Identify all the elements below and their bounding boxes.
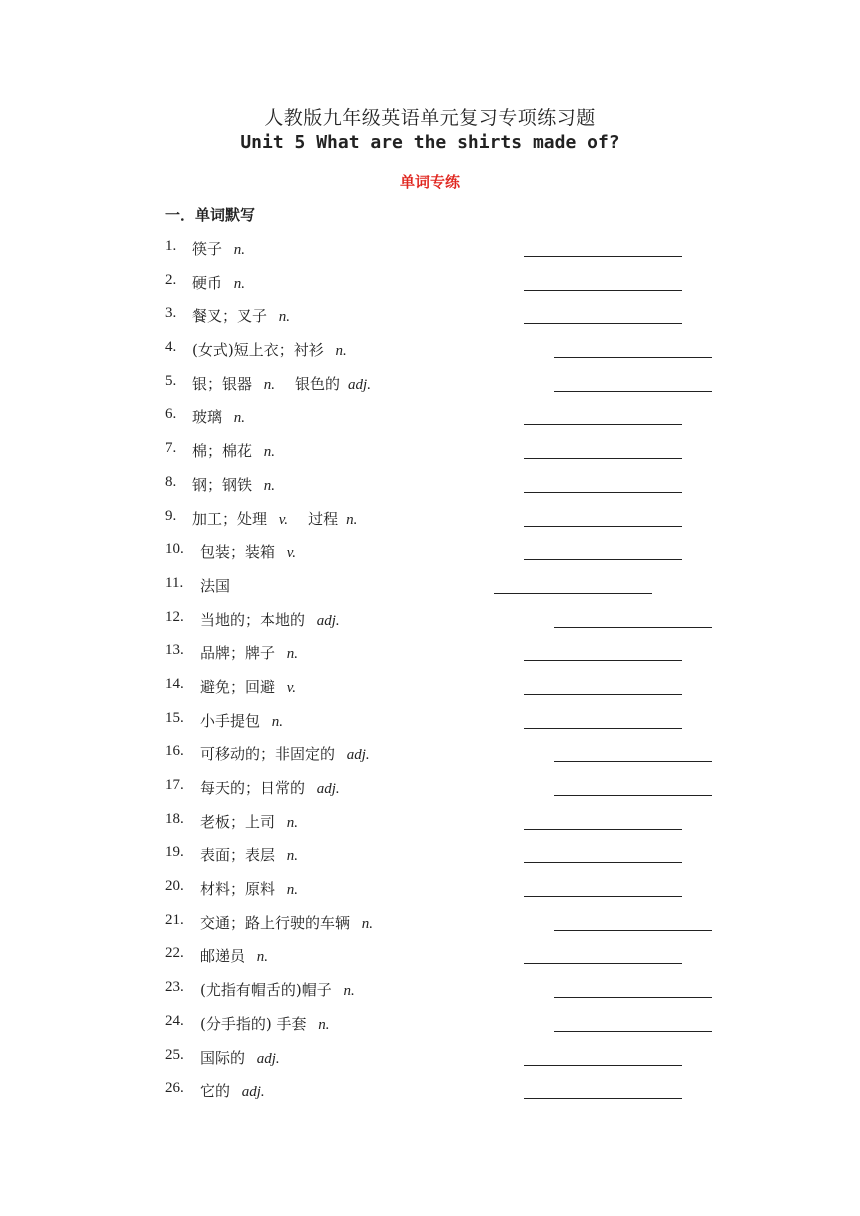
part-of-speech: adj. [313,612,340,629]
list-item [0,609,860,643]
item-text: 老板；上司 [200,812,276,831]
page-title-english: Unit 5 What are the shirts made of? [240,132,620,153]
item-number: 25. [165,1046,184,1063]
item-number: 3. [165,305,177,322]
item-text: 国际的 [200,1048,246,1067]
item-text: 它的 [200,1082,231,1101]
item-text: 棉；棉花 [192,442,253,461]
item-meaning [200,642,298,663]
item-text: (尤指有帽舌的)帽子 [200,981,332,1000]
item-text: 筷子 [192,240,223,258]
answer-blank[interactable] [524,1065,682,1066]
list-item [0,912,860,946]
answer-blank[interactable] [524,492,682,493]
part-of-speech: n. [260,376,276,393]
item-number: 12. [165,608,184,625]
answer-blank[interactable] [554,930,712,931]
item-text: (分手指的) 手套 [200,1014,307,1033]
item-meaning [200,811,298,832]
answer-blank[interactable] [524,694,682,695]
item-number: 10. [165,541,184,558]
part-of-speech: adj. [348,376,371,393]
list-item [0,474,860,508]
list-item [0,979,860,1013]
part-of-speech: v. [283,679,297,696]
item-text: 小手提包 [200,711,261,730]
answer-blank[interactable] [524,526,682,527]
list-item [0,272,860,306]
part-of-speech: n. [314,1016,330,1033]
answer-blank[interactable] [524,963,682,964]
item-text: 每天的；日常的 [200,779,306,797]
list-item [0,440,860,474]
item-text: 可移动的；非固定的 [200,745,336,764]
item-meaning [200,1047,280,1068]
item-meaning [200,1080,265,1101]
list-item [0,373,860,407]
answer-blank[interactable] [524,728,682,729]
answer-blank[interactable] [554,357,712,358]
answer-blank[interactable] [554,1031,712,1032]
list-item [0,541,860,575]
list-item [0,676,860,710]
answer-blank[interactable] [524,290,682,291]
part-of-speech: n. [283,848,299,865]
item-number: 19. [165,844,184,861]
item-meaning [200,575,230,596]
item-text: 餐叉；叉子 [192,307,268,326]
list-item [0,844,860,878]
part-of-speech: v. [275,511,289,528]
list-item [0,238,860,272]
list-item [0,945,860,979]
item-number: 23. [165,979,184,996]
part-of-speech: adj. [343,747,370,764]
item-text: 表面；表层 [200,846,276,865]
item-number: 1. [165,238,177,254]
list-item [0,878,860,912]
item-text: 当地的；本地的 [200,610,306,629]
answer-blank[interactable] [524,323,682,324]
item-text: 包装；装箱 [200,543,276,562]
item-text: 法国 [200,576,231,595]
list-item [0,777,860,811]
section-subtitle: 单词专练 [399,173,460,191]
item-number: 4. [165,339,177,356]
item-number: 22. [165,945,184,962]
answer-blank[interactable] [554,997,712,998]
answer-blank[interactable] [524,458,682,459]
part-of-speech: n. [253,949,269,966]
item-number: 14. [165,675,184,692]
item-meaning [192,272,245,293]
part-of-speech: n. [283,646,299,663]
list-item [0,811,860,845]
section-heading: 一．单词默写 [165,206,256,224]
item-text: 加工；处理 [192,509,268,528]
answer-blank[interactable] [524,829,682,830]
item-number: 8. [165,473,177,490]
list-item [0,642,860,676]
part-of-speech: adj. [253,1050,280,1067]
item-number: 6. [165,406,177,423]
item-text: 钢；钢铁 [192,475,253,494]
list-item [0,508,860,542]
item-meaning [192,305,290,326]
part-of-speech: n. [230,242,246,258]
item-text: 邮递员 [200,947,246,966]
part-of-speech: n. [331,343,347,360]
answer-blank[interactable] [524,862,682,863]
answer-blank[interactable] [554,761,712,762]
part-of-speech: adj. [313,781,340,797]
item-meaning [192,474,275,495]
list-item [0,710,860,744]
item-meaning [200,979,355,1000]
list-item [0,743,860,777]
item-number: 16. [165,743,184,760]
page-title-chinese: 人教版九年级英语单元复习专项练习题 [264,107,596,129]
part-of-speech: n. [358,915,374,932]
item-meaning [200,676,296,697]
part-of-speech: n. [230,275,246,292]
item-number: 7. [165,440,177,457]
part-of-speech: n. [268,713,284,730]
list-item [0,1013,860,1047]
answer-blank[interactable] [554,627,712,628]
item-number: 17. [165,777,184,793]
part-of-speech: n. [230,410,246,427]
item-text: 材料；原料 [200,880,276,899]
item-text: (女式)短上衣；衬衫 [192,341,324,360]
answer-blank[interactable] [554,391,712,392]
item-number: 9. [165,507,177,524]
part-of-speech: n. [283,814,299,831]
part-of-speech: n. [346,511,358,528]
part-of-speech: n. [260,477,276,494]
list-item [0,339,860,373]
list-item [0,1080,860,1114]
item-number: 18. [165,810,184,827]
item-number: 5. [165,372,177,389]
item-number: 24. [165,1012,184,1029]
part-of-speech: n. [283,882,299,899]
item-extra-text: 银色的 [295,374,341,393]
item-number: 26. [165,1080,184,1097]
item-meaning [200,609,340,630]
item-text: 避免；回避 [200,677,276,696]
part-of-speech: n. [339,983,355,1000]
part-of-speech: n. [275,309,291,326]
item-meaning [200,844,298,865]
item-text: 品牌；牌子 [200,644,276,663]
answer-blank[interactable] [524,896,682,897]
vocabulary-list [0,238,860,1114]
item-number: 20. [165,878,184,895]
item-number: 21. [165,911,184,928]
item-number: 2. [165,271,177,288]
answer-blank[interactable] [524,256,682,257]
item-meaning [200,743,370,764]
item-number: 15. [165,709,184,726]
answer-blank[interactable] [524,559,682,560]
item-text: 交通；路上行驶的车辆 [200,913,351,932]
list-item [0,575,860,609]
item-text: 硬币 [192,273,223,292]
item-text: 玻璃 [192,408,223,427]
answer-blank[interactable] [524,424,682,425]
item-meaning [200,912,373,933]
item-meaning [192,406,245,427]
item-meaning [192,508,357,529]
item-meaning [200,710,283,731]
list-item [0,1047,860,1081]
item-extra-text: 过程 [308,509,339,528]
item-number: 13. [165,642,184,659]
item-meaning [200,541,296,562]
part-of-speech: v. [283,545,297,562]
item-meaning [192,238,245,259]
answer-blank[interactable] [524,1098,682,1099]
item-meaning [200,878,298,899]
item-meaning [200,777,340,798]
item-meaning [192,440,275,461]
item-meaning [200,1013,329,1034]
item-meaning [200,945,268,966]
list-item [0,406,860,440]
answer-blank[interactable] [494,593,652,594]
item-number: 11. [165,574,184,591]
part-of-speech: adj. [238,1084,265,1101]
list-item [0,305,860,339]
answer-blank[interactable] [524,660,682,661]
answer-blank[interactable] [554,795,712,796]
item-meaning [192,373,371,394]
part-of-speech: n. [260,444,276,461]
item-meaning [192,339,347,360]
item-text: 银；银器 [192,374,253,393]
